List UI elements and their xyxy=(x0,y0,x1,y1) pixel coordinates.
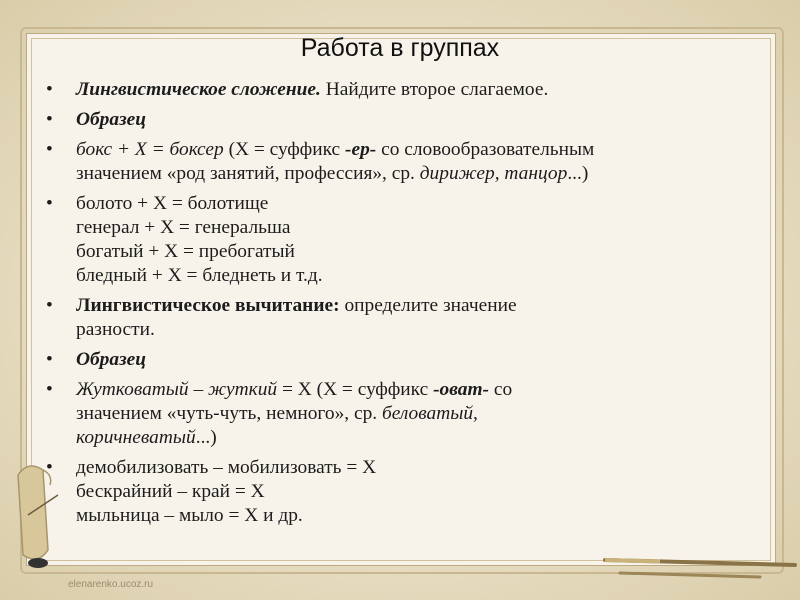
text-segment: значением «род занятий, профессия», ср. xyxy=(76,163,420,184)
text-segment: = Х (Х = суффикс xyxy=(277,379,434,400)
list-item xyxy=(46,348,746,372)
text-segment: Жутковатый – жуткий xyxy=(76,379,278,400)
slide-title: Работа в группах xyxy=(300,34,500,62)
bullet-icon: • xyxy=(46,349,53,370)
bullet-icon: • xyxy=(46,295,53,316)
list-item-line xyxy=(76,138,746,162)
text-segment: болото + Х = болотище xyxy=(76,193,269,214)
text-segment: бокс + Х = боксер xyxy=(76,139,224,160)
list-item-line xyxy=(76,240,746,264)
bullet-icon: • xyxy=(46,139,53,160)
text-segment: Образец xyxy=(76,109,147,130)
text-segment: Лингвистическое вычитание: xyxy=(76,295,340,316)
list-item-line xyxy=(76,402,746,426)
list-item xyxy=(46,294,746,342)
list-item-line xyxy=(76,162,746,186)
list-item xyxy=(46,138,746,186)
text-segment: мыльница – мыло = Х и др. xyxy=(76,505,303,526)
text-segment: бледный + Х = бледнеть и т.д. xyxy=(76,265,323,286)
text-segment: коричневатый xyxy=(76,427,196,448)
text-segment: (Х = суффикс xyxy=(223,139,346,160)
list-item-line xyxy=(76,504,746,528)
list-item-line xyxy=(76,480,746,504)
text-segment: Найдите второе слагаемое. xyxy=(320,79,549,100)
list-item-line xyxy=(76,378,746,402)
list-item xyxy=(46,78,746,102)
text-segment: демобилизовать – мобилизовать = Х xyxy=(76,457,377,478)
scroll-icon xyxy=(8,455,68,575)
list-item-line xyxy=(76,108,746,132)
text-segment: ...) xyxy=(195,427,217,448)
text-segment: определите значение xyxy=(339,295,517,316)
list-item xyxy=(46,108,746,132)
text-segment: дирижер, танцор xyxy=(419,163,568,184)
text-segment: Образец xyxy=(76,349,147,370)
text-segment: генерал + Х = генеральша xyxy=(76,217,291,238)
text-segment: значением «чуть-чуть, немного», ср. xyxy=(76,403,382,424)
footer-source: elenarenko.ucoz.ru xyxy=(68,579,154,590)
list-item-line xyxy=(76,78,746,102)
list-item-line xyxy=(76,264,746,288)
text-segment: бескрайний – край = Х xyxy=(76,481,265,502)
text-segment: -оват- xyxy=(433,379,489,400)
list-item-line xyxy=(76,318,746,342)
list-item xyxy=(46,378,746,450)
list-item-line xyxy=(76,192,746,216)
text-segment: разности. xyxy=(76,319,155,340)
text-segment: со xyxy=(488,379,513,400)
list-item-line xyxy=(76,456,746,480)
list-item-line xyxy=(76,426,746,450)
text-segment: ...) xyxy=(567,163,589,184)
bullet-icon: • xyxy=(46,109,53,130)
list-item xyxy=(46,192,746,288)
text-segment: -ер- xyxy=(345,139,377,160)
slide-content xyxy=(46,78,746,534)
bullet-icon: • xyxy=(46,457,53,478)
bullet-icon: • xyxy=(46,379,53,400)
list-item xyxy=(46,456,746,528)
text-segment: со словообразовательным xyxy=(376,139,595,160)
bullet-icon: • xyxy=(46,193,53,214)
text-segment: Лингвистическое сложение. xyxy=(76,79,321,100)
list-item-line xyxy=(76,348,746,372)
text-segment: богатый + Х = пребогатый xyxy=(76,241,295,262)
pen-icon xyxy=(600,545,800,585)
text-segment: беловатый, xyxy=(381,403,478,424)
list-item-line xyxy=(76,294,746,318)
bullet-icon: • xyxy=(46,79,53,100)
list-item-line xyxy=(76,216,746,240)
